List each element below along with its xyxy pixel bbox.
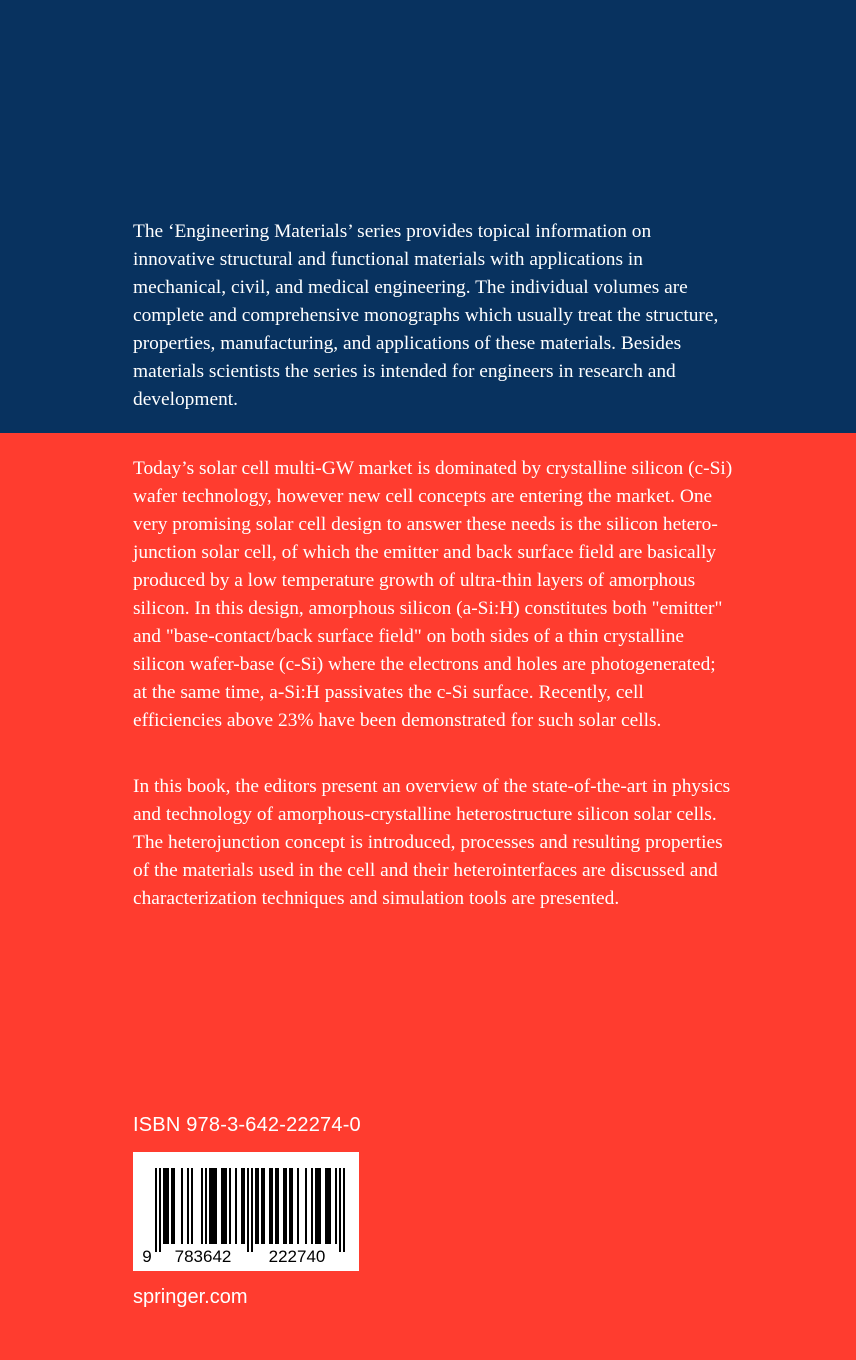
barcode-digits: 9: [142, 1247, 152, 1266]
barcode-bar: [229, 1168, 231, 1244]
barcode-bar: [325, 1168, 327, 1244]
barcode-bar: [247, 1168, 249, 1252]
barcode-bar: [297, 1168, 299, 1244]
barcode-bar: [211, 1168, 213, 1244]
barcode-bar: [225, 1168, 227, 1244]
barcode-bar: [317, 1168, 319, 1244]
barcode-bar: [223, 1168, 225, 1244]
barcode-bar: [319, 1168, 321, 1244]
barcode-bar: [263, 1168, 265, 1244]
barcode-bar: [257, 1168, 259, 1244]
barcode-bar: [181, 1168, 183, 1244]
barcode-bar: [173, 1168, 175, 1244]
barcode-graphic: [133, 1152, 359, 1271]
barcode-bar: [315, 1168, 317, 1244]
publisher-website: springer.com: [133, 1286, 248, 1308]
barcode-bar: [205, 1168, 207, 1244]
barcode-bar: [221, 1168, 223, 1244]
series-description: The ‘Engineering Materials’ series provides topical information on innovative structural and functional materials with applications in mechanical, civil, and medical engineering. The individual volumes are complete and comprehensive monographs which usually treat the structure, properties, manufacturing, and applications of these materials. Besides materials scientists the series is intended for engineers in research and development.: [133, 221, 719, 410]
barcode-bar: [167, 1168, 169, 1244]
barcode-bar: [251, 1168, 253, 1252]
barcode-bar: [285, 1168, 287, 1244]
barcode-bar: [283, 1168, 285, 1244]
barcode-bar: [329, 1168, 331, 1244]
barcode-bar: [335, 1168, 337, 1244]
barcode-bar: [155, 1168, 157, 1252]
barcode-bar: [275, 1168, 277, 1244]
barcode-bar: [243, 1168, 245, 1244]
barcode-bar: [215, 1168, 217, 1244]
barcode-bar: [209, 1168, 211, 1244]
barcode-bar: [201, 1168, 203, 1244]
barcode-digits: 222740: [268, 1247, 326, 1266]
book-description-paragraph-2: In this book, the editors present an overview of the state-of-the-art in physics and technology of amorphous-crystalline heterostructure silicon solar cells. The heterojunction concept is introduced, processes and resulting properties of the materials used in the cell and their heterointerfaces are discussed and characterization techniques and simulation tools are presented.: [133, 776, 731, 909]
barcode-bar: [271, 1168, 273, 1244]
barcode-bar: [327, 1168, 329, 1244]
barcode-bar: [187, 1168, 189, 1244]
barcode-bar: [269, 1168, 271, 1244]
barcode-bar: [311, 1168, 313, 1244]
barcode-bar: [159, 1168, 161, 1252]
barcode-bar: [291, 1168, 293, 1244]
barcode-bar: [241, 1168, 243, 1244]
barcode-bar: [289, 1168, 291, 1244]
barcode-bar: [165, 1168, 167, 1244]
barcode-bar: [339, 1168, 341, 1252]
barcode-bar: [213, 1168, 215, 1244]
barcode-bar: [261, 1168, 263, 1244]
barcode-bar: [305, 1168, 307, 1244]
barcode-bar: [163, 1168, 165, 1244]
barcode-bar: [235, 1168, 237, 1244]
barcode-bar: [255, 1168, 257, 1244]
barcode-bar: [191, 1168, 193, 1244]
barcode-digits: 783642: [174, 1247, 232, 1266]
barcode-bar: [277, 1168, 279, 1244]
barcode-bar: [171, 1168, 173, 1244]
barcode-bar: [343, 1168, 345, 1252]
book-description-paragraph-1: Today’s solar cell multi-GW market is dominated by crystalline silicon (c-Si) wafer technology, however new cell concepts are entering the market. One very promising solar cell design to answer these needs is the silicon hetero-junction solar cell, of which the emitter and back surface field are basically produced by a low temperature growth of ultra-thin layers of amorphous silicon. In this design, amorphous silicon (a-Si:H) constitutes both "emitter" and "base-contact/back surface field" on both sides of a thin crystalline silicon wafer-base (c-Si) where the electrons and holes are photogenerated; at the same time, a-Si:H passivates the c-Si surface. Recently, cell efficiencies above 23% have been demonstrated for such solar cells.: [133, 458, 733, 731]
isbn-barcode: [133, 1152, 359, 1271]
isbn-label: ISBN 978-3-642-22274-0: [133, 1114, 361, 1136]
